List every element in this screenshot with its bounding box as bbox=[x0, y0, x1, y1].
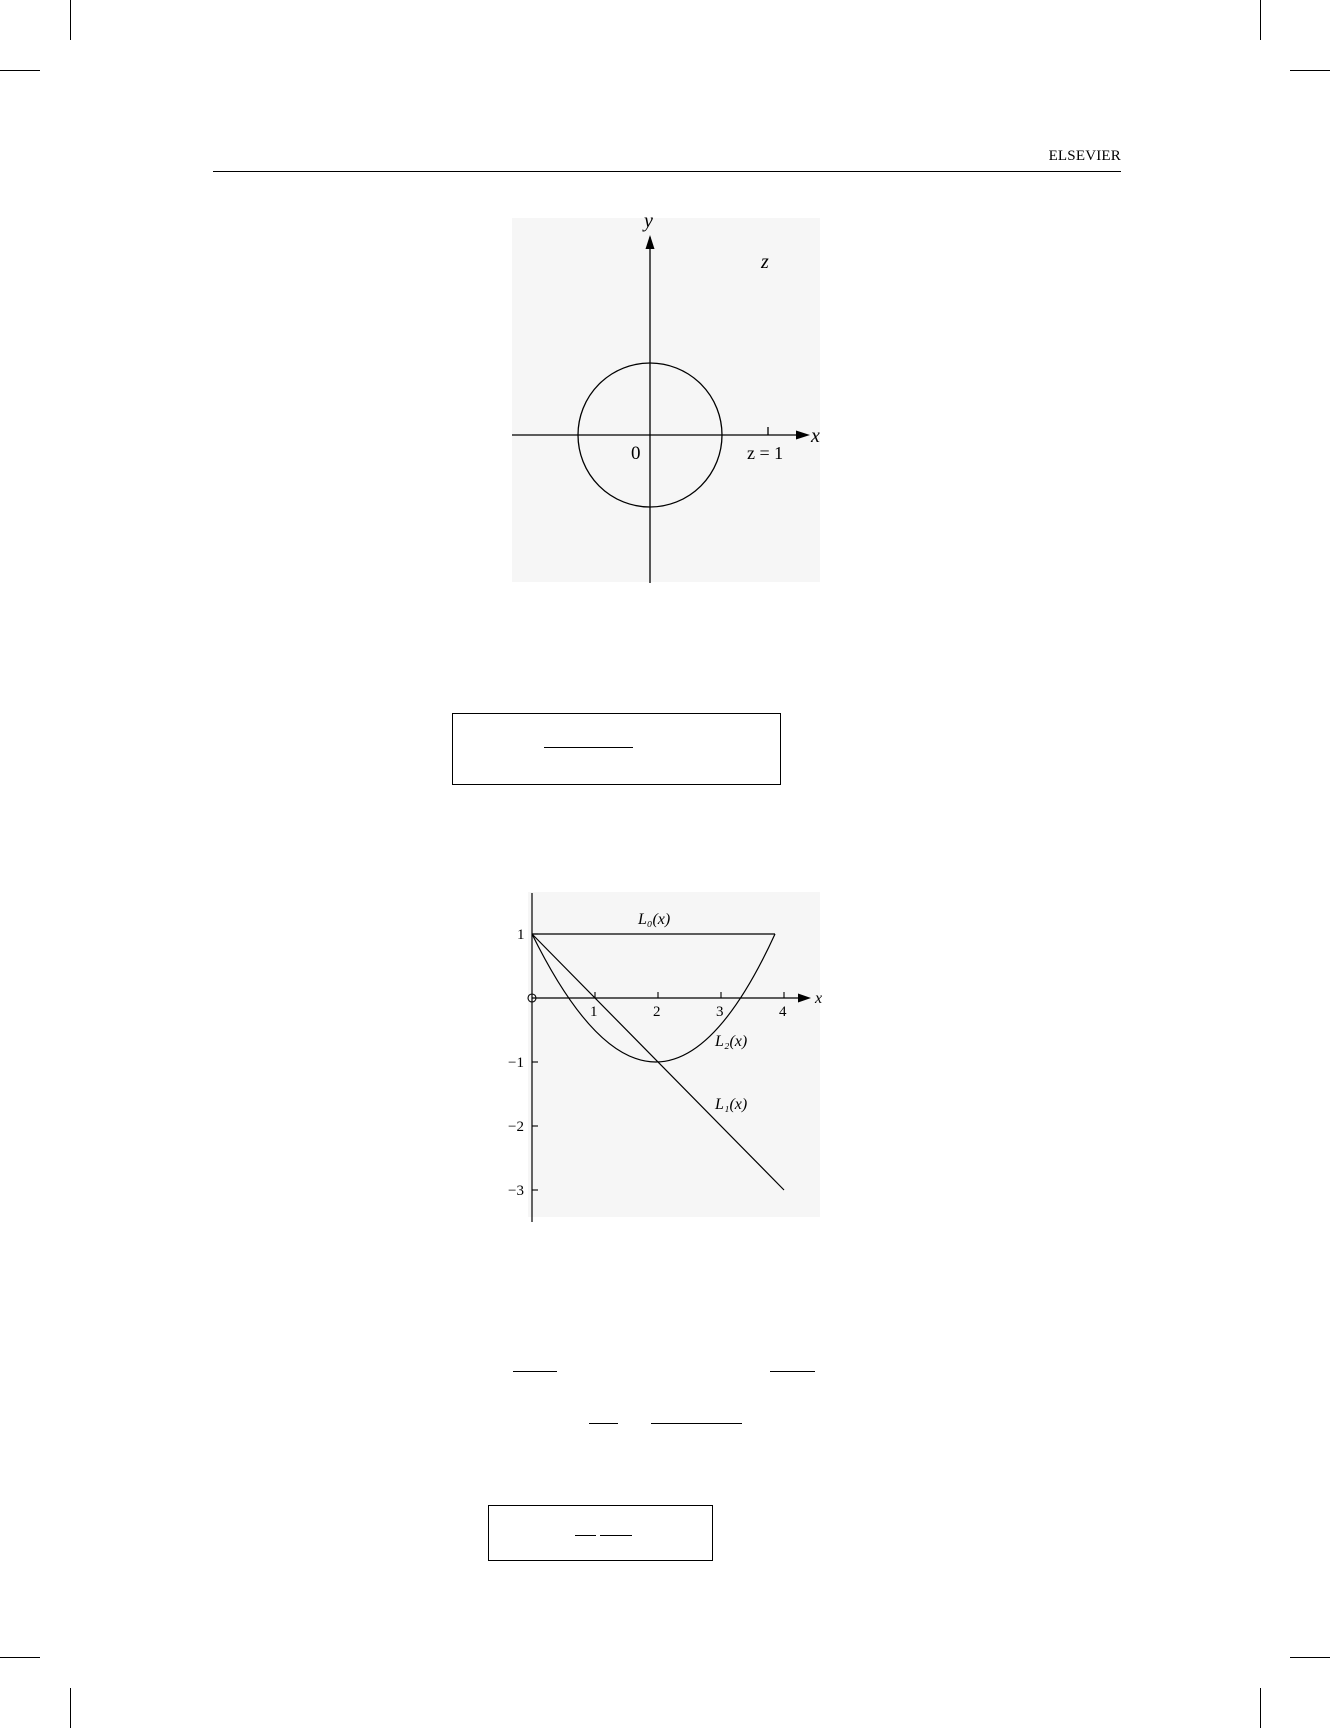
point-label: z = 1 bbox=[747, 443, 784, 463]
fraction-bar bbox=[544, 747, 633, 748]
boxed-equation bbox=[488, 1505, 713, 1561]
publisher-name: ELSEVIER bbox=[1048, 148, 1121, 164]
x-axis-arrow bbox=[798, 994, 811, 1003]
y-tick-label-m1: −1 bbox=[508, 1055, 524, 1071]
curve-label-L1: L₁(x) bbox=[715, 1096, 748, 1113]
origin-label: 0 bbox=[631, 443, 641, 464]
y-axis-label: y bbox=[644, 210, 653, 232]
crop-mark bbox=[70, 1688, 71, 1728]
crop-mark bbox=[1260, 0, 1261, 40]
crop-mark bbox=[0, 70, 40, 71]
x-tick-label-1: 1 bbox=[590, 1004, 598, 1020]
x-axis-arrow bbox=[796, 431, 810, 440]
fraction-bar bbox=[770, 1371, 815, 1372]
crop-mark bbox=[1260, 1688, 1261, 1728]
boxed-equation bbox=[452, 713, 781, 785]
y-axis-arrow bbox=[646, 235, 655, 249]
fraction-bar bbox=[600, 1535, 632, 1536]
x-tick-label-4: 4 bbox=[779, 1004, 787, 1020]
curve-label-L0: L₀(x) bbox=[638, 911, 671, 928]
figure-laguerre-drawing bbox=[495, 888, 835, 1228]
fraction-bar bbox=[651, 1423, 742, 1424]
fraction-bar bbox=[513, 1371, 557, 1372]
x-tick-label-3: 3 bbox=[716, 1004, 724, 1020]
y-tick-label-m3: −3 bbox=[508, 1183, 524, 1199]
header-rule bbox=[213, 171, 1121, 172]
crop-mark bbox=[70, 0, 71, 40]
fraction-bar bbox=[589, 1423, 618, 1424]
crop-mark bbox=[1290, 70, 1330, 71]
crop-mark bbox=[0, 1657, 40, 1658]
fraction-bar bbox=[575, 1535, 596, 1536]
x-axis-label: x bbox=[815, 990, 823, 1007]
x-axis-label: x bbox=[811, 425, 820, 447]
y-tick-label-m2: −2 bbox=[508, 1119, 524, 1135]
x-tick-label-2: 2 bbox=[653, 1004, 661, 1020]
plane-label: z bbox=[761, 251, 769, 273]
crop-mark bbox=[1290, 1657, 1330, 1658]
figure-complex-plane-drawing bbox=[500, 205, 840, 595]
curve-label-L2: L₂(x) bbox=[715, 1033, 748, 1050]
y-tick-label-1: 1 bbox=[517, 927, 525, 943]
